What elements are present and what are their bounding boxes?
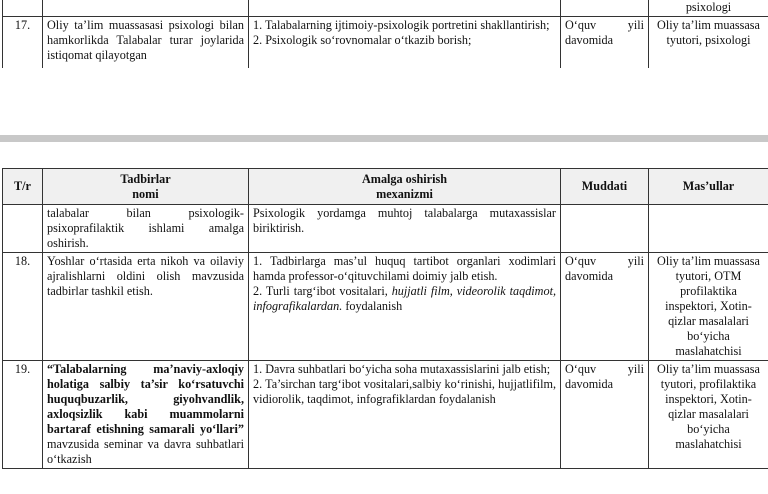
header-mech-line: Amalga oshirish [362, 171, 447, 186]
mechanism: Psixologik yordamga muhtoj talabalarga mutaxassislar biriktirish. [249, 205, 561, 253]
responsible [649, 205, 768, 253]
header-row [3, 169, 768, 205]
page-top [0, 0, 768, 68]
header-mech [249, 169, 561, 205]
row-number: 17. [3, 17, 43, 69]
deadline [561, 17, 649, 69]
cell-name [43, 0, 249, 17]
cell-time [561, 0, 649, 17]
deadline-word: O‘quv [565, 18, 597, 32]
mechanism-item: 2. Psixologik so‘rovnomalar o‘tkazib borish; [253, 33, 472, 47]
table-row-19 [3, 361, 768, 469]
event-name [43, 361, 249, 469]
event-name [43, 17, 249, 69]
mechanism-italic-text: hujjatli film, videorolik taqdimot, infografikalardan. [253, 284, 556, 313]
event-name: Yoshlar o‘rtasida erta nikoh va oilaviy ajralishlarni oldini olish mavzusida tadbirlar tashkil etish. [43, 253, 249, 361]
mechanism-item: 2. Ta’sirchan targ‘ibot vositalari,salbiy ko‘rinishi, hujjatlifilm, vidiorolik, taqdimot, infografiklardan foydalanish [253, 377, 556, 406]
table-row [3, 0, 768, 17]
header-name [43, 169, 249, 205]
header-time: Muddati [561, 169, 649, 205]
row-number: 18. [3, 253, 43, 361]
top-table [2, 0, 768, 68]
deadline-word: yili [627, 18, 644, 32]
table-row-17 [3, 17, 768, 69]
cell-mech [249, 0, 561, 17]
page-separator [0, 135, 768, 142]
event-name-text: Oliy ta’lim muassasasi psixologi bilan hamkorlikda Talabalar turar joylarida istiqomat qilayotgan [47, 18, 244, 62]
bottom-table [2, 168, 768, 469]
responsible: Oliy ta’lim muassasa tyutori, psixologi [649, 17, 768, 69]
responsible: Oliy ta’lim muassasa tyutori, profilaktika inspektori, Xotin-qizlar masalalari bo‘yicha maslahatchisi [649, 361, 768, 469]
table-row-18 [3, 253, 768, 361]
cell-resp: psixologi [649, 0, 768, 17]
event-name-bold: “Talabalarning ma’naviy-axloqiy holatiga salbiy ta’sir ko‘rsatuvchi huquqbuzarlik, giyohvandlik, axloqsizlik kabi muammolarni bartaraf etishning samarali yo‘llari” [47, 362, 244, 436]
row-number [3, 205, 43, 253]
table-row-continued [3, 205, 768, 253]
header-mech-line: mexanizmi [376, 186, 433, 201]
mechanism-item: 1. Davra suhbatlari bo‘yicha soha mutaxassislarini jalb etish; [253, 362, 551, 376]
event-name-text: mavzusida seminar va davra suhbatlari o‘tkazish [47, 437, 244, 466]
header-num: T/r [3, 169, 43, 205]
mechanism-item: 1. Talabalarning ijtimoiy-psixologik portretini shakllantirish; [253, 18, 550, 32]
deadline-word: O‘quv [565, 362, 597, 376]
event-name: talabalar bilan psixologik-psixoprafilaktik ishlami amalga oshirish. [43, 205, 249, 253]
mechanism [249, 253, 561, 361]
mechanism-item [253, 284, 556, 314]
mechanism-item: 1. Tadbirlarga mas’ul huquq tartibot organlari xodimlari hamda professor-o‘qituvchilami doimiy jalb etish. [253, 254, 556, 283]
deadline-word: davomida [565, 377, 614, 391]
deadline-word: yili [627, 362, 644, 376]
header-resp: Mas’ullar [649, 169, 768, 205]
deadline-word: davomida [565, 269, 614, 283]
mechanism-text: 2. Turli targ‘ibot vositalari, [253, 284, 392, 298]
deadline [561, 205, 649, 253]
mechanism [249, 361, 561, 469]
mechanism-text: foydalanish [342, 299, 403, 313]
deadline [561, 253, 649, 361]
header-name-line: Tadbirlar [120, 171, 171, 186]
cell-num [3, 0, 43, 17]
header-name-line: nomi [132, 186, 159, 201]
deadline-word: yili [627, 254, 644, 268]
deadline [561, 361, 649, 469]
mechanism [249, 17, 561, 69]
page-bottom [0, 150, 768, 494]
row-number: 19. [3, 361, 43, 469]
responsible: Oliy ta’lim muassasa tyutori, OTM profilaktika inspektori, Xotin-qizlar masalalari bo‘yicha maslahatchisi [649, 253, 768, 361]
deadline-word: davomida [565, 33, 614, 47]
deadline-word: O‘quv [565, 254, 597, 268]
